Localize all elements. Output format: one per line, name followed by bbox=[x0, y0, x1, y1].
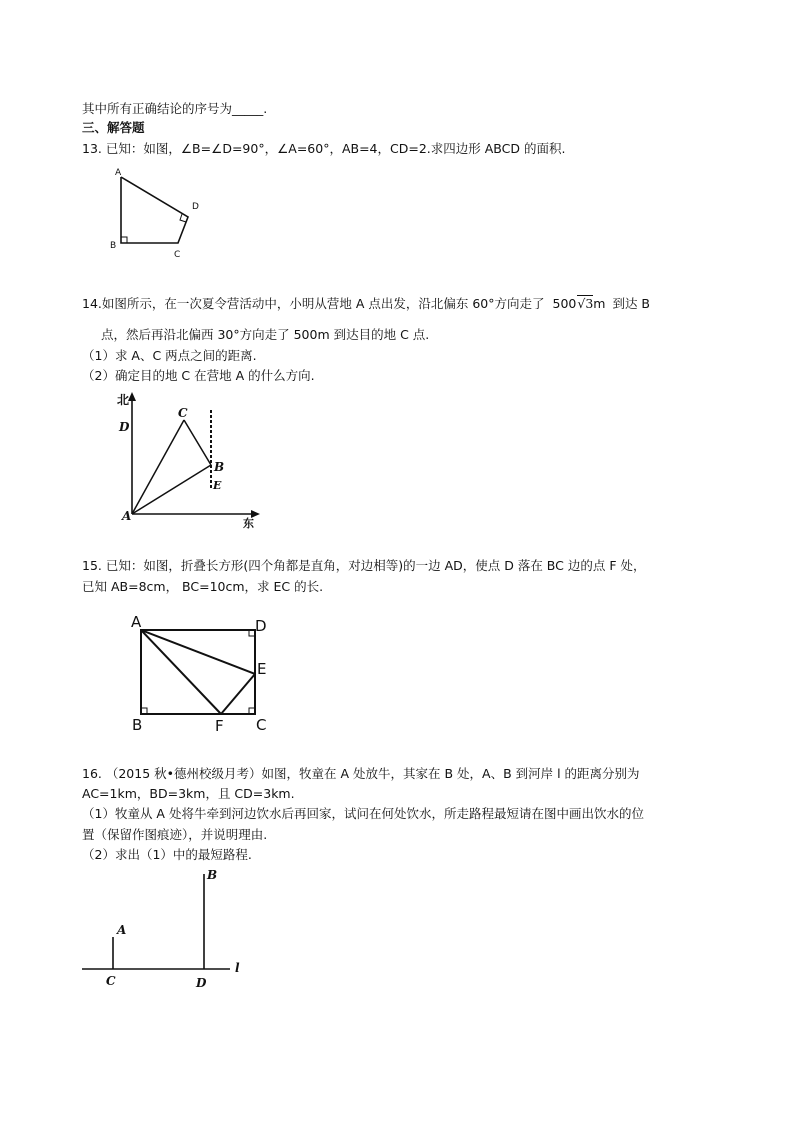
fig13-label-D: D bbox=[192, 202, 199, 212]
fig14-label-B: B bbox=[214, 460, 225, 474]
problem-16-q2: （2）求出（1）中的最短路程. bbox=[82, 847, 252, 862]
figure-14-direction-diagram bbox=[115, 392, 275, 530]
problem-14-q2: （2）确定目的地 C 在营地 A 的什么方向. bbox=[82, 368, 315, 383]
figure-13-quadrilateral bbox=[108, 165, 218, 265]
fig16-label-D: D bbox=[196, 976, 207, 990]
problem-16-text-cont: AC=1km，BD=3km，且 CD=3km. bbox=[82, 786, 295, 801]
fig15-label-C: C bbox=[256, 716, 267, 734]
fig15-label-A: A bbox=[131, 613, 142, 631]
problem-13-text: 13. 已知：如图，∠B=∠D=90°，∠A=60°，AB=4，CD=2.求四边形 ABCD 的面积. bbox=[82, 141, 566, 156]
fig16-label-l: l bbox=[235, 961, 240, 975]
figure-16-river-diagram bbox=[80, 862, 260, 992]
problem-14-text: 14.如图所示，在一次夏令营活动中，小明从营地 A 点出发，沿北偏东 60°方向走了 500√3m 到达 B bbox=[82, 296, 651, 311]
fig16-label-C: C bbox=[106, 974, 116, 988]
fig13-label-A: A bbox=[115, 168, 122, 178]
fig14-label-east: 东 bbox=[243, 517, 254, 530]
fig14-label-D: D bbox=[119, 420, 130, 434]
fig16-label-B: B bbox=[207, 868, 218, 882]
fig15-label-B: B bbox=[132, 716, 143, 734]
fig13-label-C: C bbox=[174, 250, 181, 260]
problem-16-q1-cont: 置（保留作图痕迹），并说明理由. bbox=[82, 827, 268, 842]
fig15-label-F: F bbox=[215, 717, 224, 735]
answer-blank-line: 其中所有正确结论的序号为_____. bbox=[82, 101, 268, 116]
fig15-label-D: D bbox=[255, 617, 267, 635]
fig14-label-north: 北 bbox=[117, 393, 130, 407]
problem-16-text: 16. （2015 秋•德州校级月考）如图，牧童在 A 处放牛，其家在 B 处，A、B 到河岸 l 的距离分别为 bbox=[82, 766, 640, 781]
fig14-label-A: A bbox=[122, 509, 132, 523]
fig15-label-E: E bbox=[257, 660, 267, 678]
problem-14-q1: （1）求 A、C 两点之间的距离. bbox=[82, 348, 257, 363]
fig14-label-E: E bbox=[213, 479, 222, 492]
section-heading: 三、解答题 bbox=[82, 120, 145, 135]
fig16-label-A: A bbox=[117, 923, 127, 937]
problem-15-text-cont: 已知 AB=8cm， BC=10cm，求 EC 的长. bbox=[82, 579, 324, 594]
problem-15-text: 15. 已知：如图，折叠长方形(四个角都是直角，对边相等)的一边 AD，使点 D 落在 BC 边的点 F 处， bbox=[82, 558, 646, 573]
figure-15-folded-rectangle bbox=[128, 612, 278, 737]
problem-16-q1: （1）牧童从 A 处将牛牵到河边饮水后再回家，试问在何处饮水，所走路程最短请在图中画出饮水的位 bbox=[82, 806, 644, 821]
fig13-label-B: B bbox=[110, 241, 117, 251]
problem-14-text-cont: 点，然后再沿北偏西 30°方向走了 500m 到达目的地 C 点. bbox=[101, 327, 430, 342]
fig14-label-C: C bbox=[178, 406, 188, 420]
